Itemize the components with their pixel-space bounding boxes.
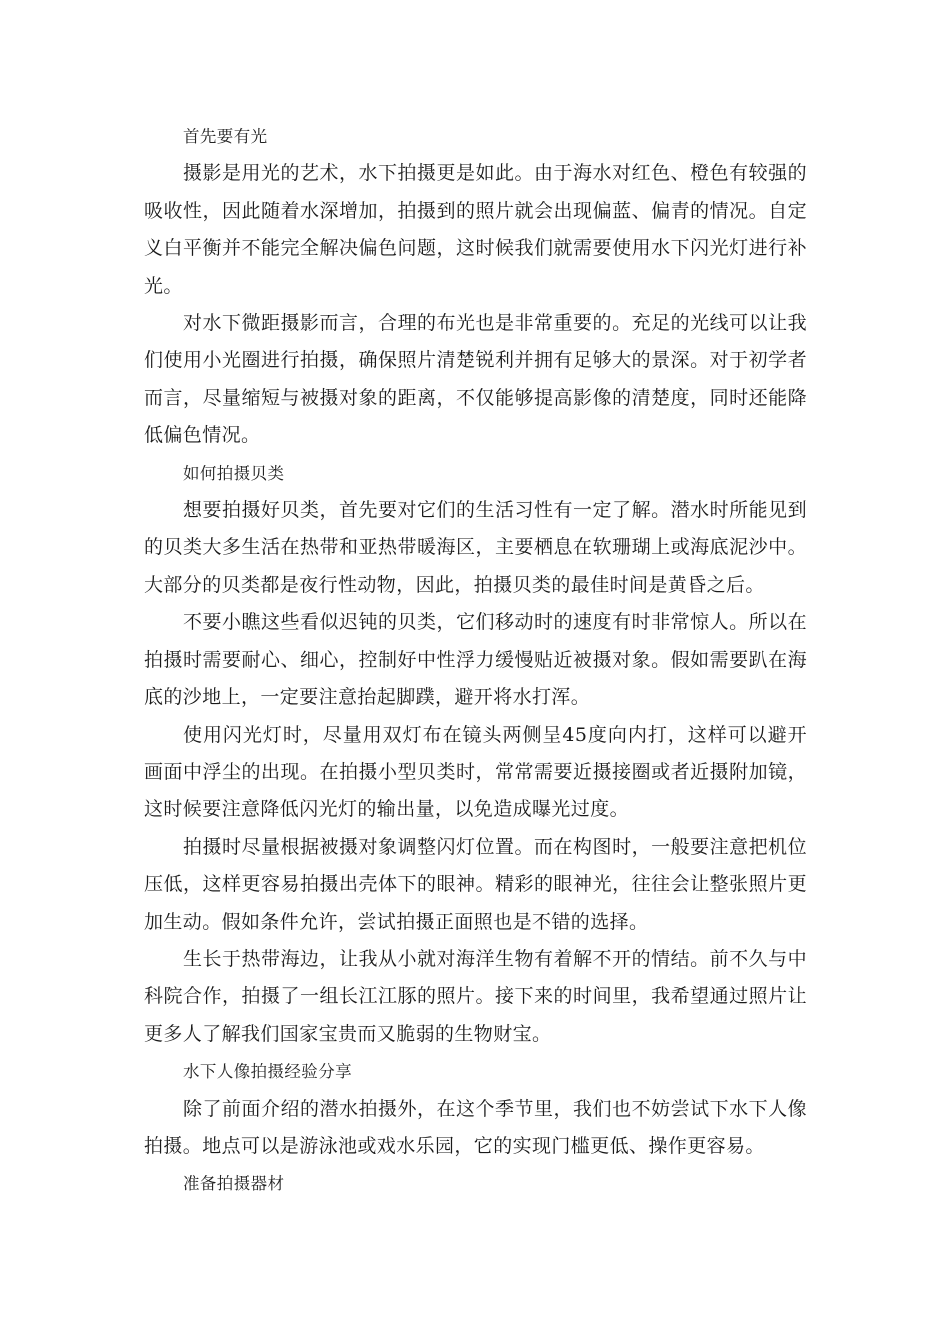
- paragraph: 除了前面介绍的潜水拍摄外，在这个季节里，我们也不妨尝试下水下人像拍摄。地点可以是游泳池或戏水乐园，它的实现门槛更低、操作更容易。: [144, 1097, 807, 1157]
- section-heading-portrait: 水下人像拍摄经验分享: [183, 1062, 352, 1082]
- document-page: [144, 118, 807, 1203]
- section-heading-equipment: 准备拍摄器材: [183, 1174, 285, 1194]
- section-heading-shellfish: 如何拍摄贝类: [183, 463, 285, 483]
- paragraph: 不要小瞧这些看似迟钝的贝类，它们移动时的速度有时非常惊人。所以在拍摄时需要耐心、细心，控制好中性浮力缓慢贴近被摄对象。假如需要趴在海底的沙地上，一定要注意抬起脚蹼，避开将水打浑。: [144, 611, 807, 709]
- paragraph: 拍摄时尽量根据被摄对象调整闪灯位置。而在构图时，一般要注意把机位压低，这样更容易拍摄出壳体下的眼神。精彩的眼神光，往往会让整张照片更加生动。假如条件允许，尝试拍摄正面照也是不错的选择。: [144, 835, 807, 933]
- paragraph: 生长于热带海边，让我从小就对海洋生物有着解不开的情结。前不久与中科院合作，拍摄了一组长江江豚的照片。接下来的时间里，我希望通过照片让更多人了解我们国家宝贵而又脆弱的生物财宝。: [144, 947, 807, 1045]
- paragraph: 摄影是用光的艺术，水下拍摄更是如此。由于海水对红色、橙色有较强的吸收性，因此随着水深增加，拍摄到的照片就会出现偏蓝、偏青的情况。自定义白平衡并不能完全解决偏色问题，这时候我们就需要使用水下闪光灯进行补光。: [144, 162, 807, 297]
- section-heading-light: 首先要有光: [183, 127, 268, 146]
- paragraph: 使用闪光灯时，尽量用双灯布在镜头两侧呈45度向内打，这样可以避开画面中浮尘的出现。在拍摄小型贝类时，常常需要近摄接圈或者近摄附加镜，这时候要注意降低闪光灯的输出量，以免造成曝光过度。: [144, 723, 807, 821]
- paragraph: 对水下微距摄影而言，合理的布光也是非常重要的。充足的光线可以让我们使用小光圈进行拍摄，确保照片清楚锐利并拥有足够大的景深。对于初学者而言，尽量缩短与被摄对象的距离，不仅能够提高影像的清楚度，同时还能降低偏色情况。: [144, 312, 807, 447]
- paragraph: 想要拍摄好贝类，首先要对它们的生活习性有一定了解。潜水时所能见到的贝类大多生活在热带和亚热带暖海区，主要栖息在软珊瑚上或海底泥沙中。大部分的贝类都是夜行性动物，因此，拍摄贝类的最佳时间是黄昏之后。: [144, 499, 807, 596]
